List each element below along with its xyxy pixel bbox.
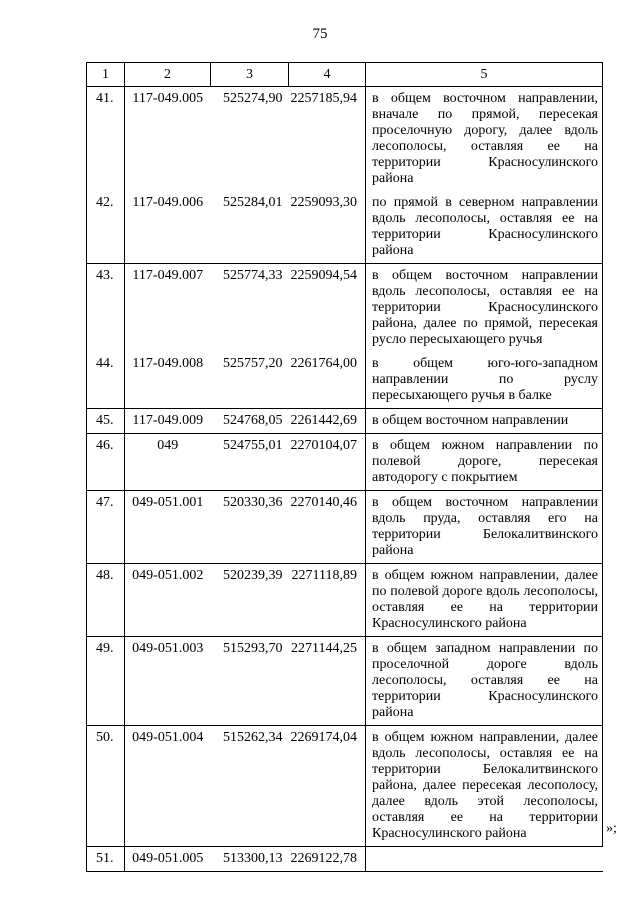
cell-num: 49. bbox=[87, 637, 125, 726]
cell-code: 117-049.008 bbox=[125, 352, 211, 409]
table-row bbox=[87, 87, 603, 192]
cell-y: 2257185,94 bbox=[289, 87, 366, 192]
header-cell-5: 5 bbox=[366, 63, 603, 87]
cell-x: 520239,39 bbox=[211, 564, 289, 637]
cell-num: 44. bbox=[87, 352, 125, 409]
cell-num: 43. bbox=[87, 264, 125, 353]
cell-code: 117-049.005 bbox=[132, 91, 204, 106]
cell-desc: в общем южном направлении по полевой дороге, пересекая автодорогу с покрытием bbox=[366, 434, 603, 491]
cell-desc: в общем южном направлении, далее по полевой дороге вдоль лесополосы, оставляя ее на территории Красносулинского района bbox=[366, 564, 603, 637]
cell-num: 41. bbox=[87, 87, 125, 192]
cell-desc bbox=[366, 847, 603, 872]
cell-desc: в общем западном направлении по проселочной дороге вдоль лесополосы, оставляя ее на территории Красносулинского района bbox=[366, 637, 603, 726]
cell-desc: в общем юго-юго-западном направлении по руслу пересыхающего ручья в балке bbox=[366, 352, 603, 409]
cell-y: 2261442,69 bbox=[289, 409, 366, 434]
cell-x: 525757,20 bbox=[211, 352, 289, 409]
cell-x: 525274,90 bbox=[223, 91, 283, 106]
cell-x: 515262,34 bbox=[211, 726, 289, 847]
header-cell-4: 4 bbox=[289, 63, 366, 87]
cell-y: 2261764,00 bbox=[289, 352, 366, 409]
cell-desc: в общем южном направлении, далее вдоль лесополосы, оставляя ее на территории Белокалитвинского района, далее пересекая лесополосу, далее вдоль этой лесополосы, оставляя ее на территории Красносулинского района bbox=[366, 726, 603, 847]
cell-code: 117-049.006 bbox=[125, 191, 211, 264]
table-row bbox=[87, 434, 603, 491]
cell-num: 47. bbox=[87, 491, 125, 564]
cell-y: 2270140,46 bbox=[289, 491, 366, 564]
cell-x: 513300,13 bbox=[211, 847, 289, 872]
cell-x: 515293,70 bbox=[211, 637, 289, 726]
cell-y: 2259094,54 bbox=[289, 264, 366, 353]
cell-y: 2269174,04 bbox=[289, 726, 366, 847]
cell-desc: в общем восточном направлении вдоль пруда, оставляя его на территории Белокалитвинского района bbox=[366, 491, 603, 564]
table-row bbox=[87, 264, 603, 353]
cell-y: 2270104,07 bbox=[289, 434, 366, 491]
cell-desc: в общем восточном направлении вдоль лесополосы, оставляя ее на территории Красносулинского района, далее по прямой, пересекая русло пересыхающего ручья bbox=[366, 264, 603, 353]
cell-num: 51. bbox=[87, 847, 125, 872]
header-cell-1: 1 bbox=[87, 63, 125, 87]
cell-code: 117-049.009 bbox=[125, 409, 211, 434]
table-row bbox=[87, 491, 603, 564]
cell-num: 50. bbox=[87, 726, 125, 847]
coordinates-table bbox=[86, 62, 603, 872]
cell-desc: в общем восточном направлении, вначале по прямой, пересекая проселочную дорогу, далее вдоль лесополосы, оставляя ее на территории Красносулинского района bbox=[366, 87, 603, 192]
cell-code: 049-051.005 bbox=[125, 847, 211, 872]
table-row bbox=[87, 352, 603, 409]
cell-y: 2269122,78 bbox=[289, 847, 366, 872]
cell-x: 524768,05 bbox=[211, 409, 289, 434]
table-row bbox=[87, 847, 603, 872]
table-row bbox=[87, 409, 603, 434]
cell-code: 049-051.001 bbox=[125, 491, 211, 564]
cell-desc: в общем восточном направлении bbox=[366, 409, 603, 434]
cell-num: 45. bbox=[87, 409, 125, 434]
cell-num: 46. bbox=[87, 434, 125, 491]
cell-y: 2271144,25 bbox=[289, 637, 366, 726]
header-row bbox=[87, 63, 603, 87]
cell-code: 049-051.002 bbox=[125, 564, 211, 637]
table-row bbox=[87, 637, 603, 726]
closing-quote-mark: »; bbox=[606, 821, 617, 836]
table-row bbox=[87, 726, 603, 847]
page-number: 75 bbox=[312, 26, 328, 42]
cell-x: 520330,36 bbox=[211, 491, 289, 564]
cell-y: 2259093,30 bbox=[289, 191, 366, 264]
cell-x: 525774,33 bbox=[223, 268, 283, 283]
cell-code: 049-051.003 bbox=[125, 637, 211, 726]
table-row bbox=[87, 191, 603, 264]
cell-code: 117-049.007 bbox=[132, 268, 204, 283]
cell-code: 049 bbox=[125, 434, 211, 491]
cell-code: 049-051.004 bbox=[125, 726, 211, 847]
cell-x: 525284,01 bbox=[211, 191, 289, 264]
header-cell-2: 2 bbox=[125, 63, 211, 87]
cell-desc: по прямой в северном направлении вдоль лесополосы, оставляя ее на территории Красносулинского района bbox=[366, 191, 603, 264]
cell-num: 42. bbox=[87, 191, 125, 264]
table-row bbox=[87, 564, 603, 637]
cell-y: 2271118,89 bbox=[289, 564, 366, 637]
cell-x: 524755,01 bbox=[211, 434, 289, 491]
header-cell-3: 3 bbox=[211, 63, 289, 87]
cell-num: 48. bbox=[87, 564, 125, 637]
